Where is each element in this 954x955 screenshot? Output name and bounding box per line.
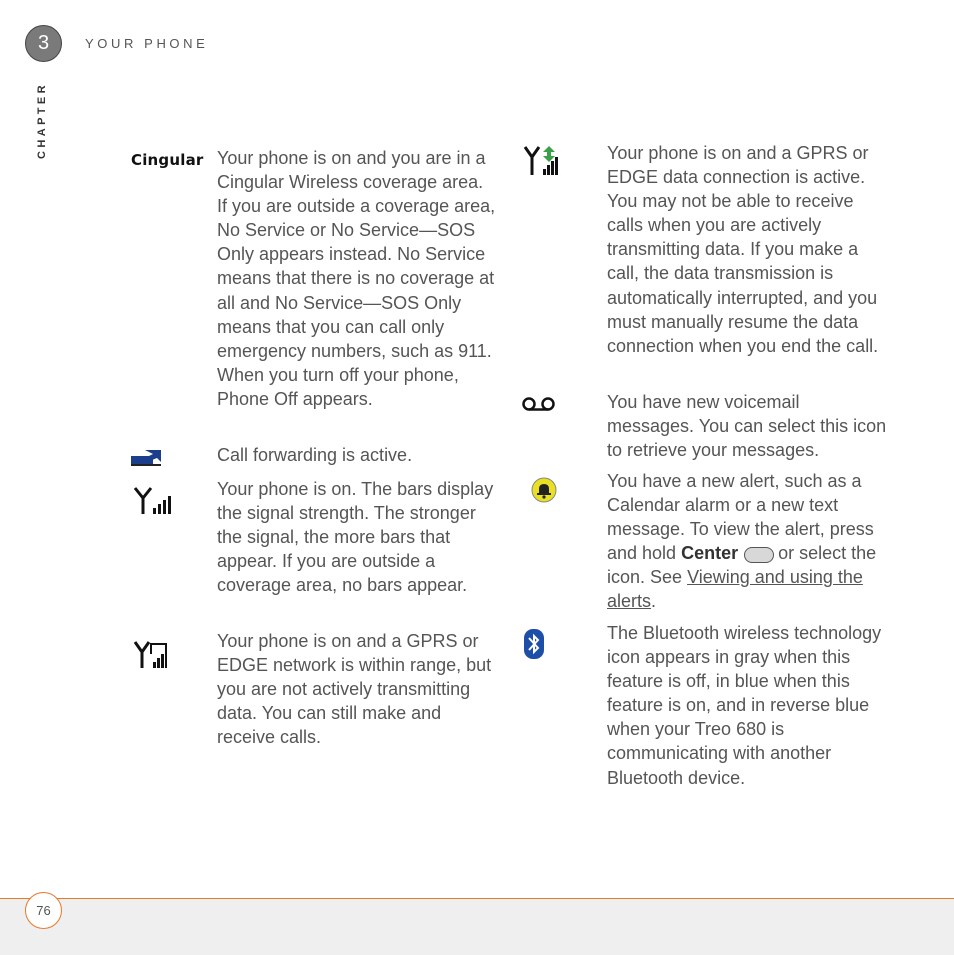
chapter-title: YOUR PHONE xyxy=(85,36,209,51)
chapter-number-badge: 3 xyxy=(25,25,62,62)
gprs-network-icon xyxy=(133,640,169,670)
signal-strength-icon xyxy=(133,486,173,516)
center-key-label: Center xyxy=(681,543,739,564)
center-button-icon xyxy=(744,547,774,563)
alert-text-3: . xyxy=(651,591,657,612)
cingular-logo: Cingular xyxy=(131,151,204,169)
footer-band xyxy=(0,898,954,955)
gprs-active-icon xyxy=(523,145,559,177)
alert-text-1: You have a new alert, such as a Calendar alarm or a new text message. To view the alert, press and hold xyxy=(607,471,874,564)
bluetooth-icon xyxy=(523,628,545,660)
page-number: 76 xyxy=(25,892,62,929)
voicemail-description: You have new voicemail messages. You can select this icon to retrieve your messages. xyxy=(607,392,887,461)
voicemail-icon[interactable] xyxy=(521,396,557,412)
bluetooth-description: The Bluetooth wireless technology icon appears in gray when this feature is off, in blue when this feature is on, and in reverse blue when your Treo 680 is communicating with another Bluetooth device. xyxy=(607,623,882,788)
alert-description xyxy=(607,469,887,614)
cingular-description: Your phone is on and you are in a Cingular Wireless coverage area. If you are outside a coverage area, No Service or No Service—SOS Only appears instead. No Service means that there is no coverage at all and No Service—SOS Only means that you can call only emergency numbers, such as 911. When you turn off your phone, Phone Off appears. xyxy=(217,148,496,409)
viewing-alerts-link[interactable]: Viewing and using the alerts xyxy=(607,567,863,612)
alert-text-2: or select the icon. See xyxy=(607,543,877,588)
call-forward-icon xyxy=(131,448,163,468)
gprs-active-description: Your phone is on and a GPRS or EDGE data connection is active. You may not be able to receive calls when you are actively transmitting data. If you make a call, the data transmission is automatically interrupted, and you must manually resume the data connection when you end the call. xyxy=(607,143,879,356)
signal-strength-description: Your phone is on. The bars display the signal strength. The stronger the signal, the more bars that appear. If you are outside a coverage area, no bars appear. xyxy=(217,479,494,596)
gprs-network-description: Your phone is on and a GPRS or EDGE network is within range, but you are not actively transmitting data. You can still make and receive calls. xyxy=(217,631,492,748)
call-forward-description: Call forwarding is active. xyxy=(217,445,413,465)
alert-bell-icon[interactable] xyxy=(531,477,557,503)
chapter-side-label: CHAPTER xyxy=(36,82,48,159)
